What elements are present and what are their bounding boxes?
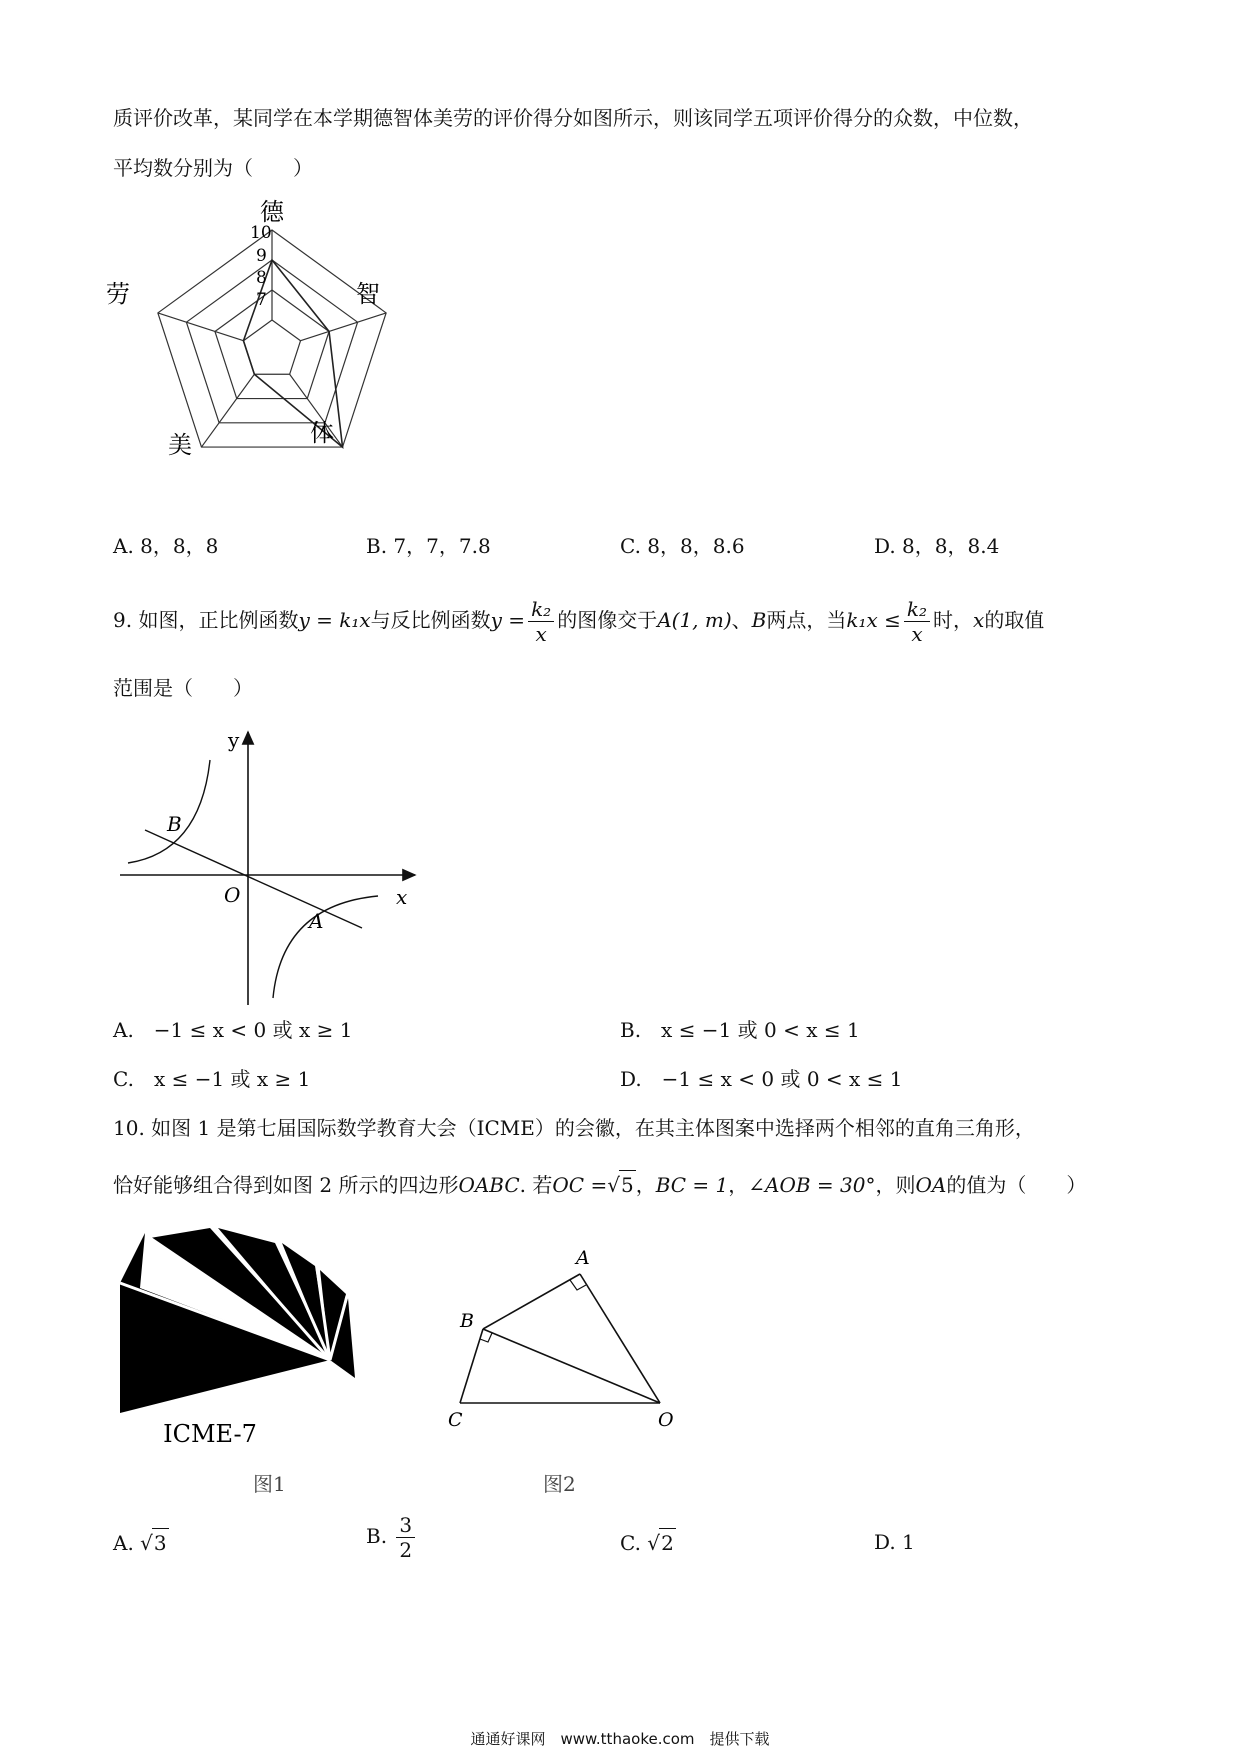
q10-option-b: B. $\frac{3}{2}$ [366,1513,418,1562]
q8-option-b: B. 7，7，7.8 [366,534,491,558]
q10-option-d: D. 1 [874,1530,915,1554]
q9-option-d: D. −1 ≤ x < 0 或 0 < x ≤ 1 [620,1067,903,1091]
q10-sqrt5: 5 [619,1170,636,1199]
radar-label-de: 德 [260,198,284,226]
radar-tick-8: 8 [256,268,267,288]
vertex-b: B [460,1310,474,1332]
proportional-line [145,830,362,928]
q9-stem-line2: 范围是（ ） [113,676,253,700]
q9-number: 9. [113,608,133,632]
vertex-a: A [576,1247,590,1269]
figure1-caption: 图1 [253,1472,286,1496]
radar-tick-7: 7 [256,290,267,310]
q9-stem-line1: 9. 如图，正比例函数y = k₁x与反比例函数y = $\frac{\text{k₂}}{x}$ 的图像交于A(1, m)、B两点，当k₁x ≤ $\frac{\text{k₂}}{x}$ 时，x的取值 [113,597,1045,646]
q8-stem-line1: 质评价改革，某同学在本学期德智体美劳的评价得分如图所示，则该同学五项评价得分的众数，中位数， [113,106,1033,130]
radar-tick-9: 9 [256,246,267,266]
q10-stem-line1: 10. 如图 1 是第七届国际数学教育大会（ICME）的会徽，在其主体图案中选择两个相邻的直角三角形， [113,1116,1035,1140]
right-angle-a [570,1280,586,1290]
icme7-logo [110,1228,400,1448]
q9-option-a: A. −1 ≤ x < 0 或 x ≥ 1 [113,1018,353,1042]
radar-grid [158,230,386,447]
graph-label-x: x [396,885,408,909]
q10-option-a: A. √3 [113,1528,169,1557]
q10-quad: OABC [458,1173,520,1197]
radar-label-mei: 美 [168,431,192,459]
q8-option-a: A. 8，8，8 [113,534,219,558]
graph-label-b: B [167,812,182,836]
radar-label-zhi: 智 [356,280,380,308]
q10-stem-line2: 恰好能够组合得到如图 2 所示的四边形OABC. 若OC =√5 ，BC = 1，∠AOB = 30°，则OA的值为（ ） [113,1170,1086,1199]
radar-label-lao: 劳 [106,280,130,308]
figure2-caption: 图2 [543,1472,576,1496]
q8-option-d: D. 8，8，8.4 [874,534,1000,558]
q9-fraction-k2-over-x: $\frac{\text{k₂}}{x}$ [528,597,554,646]
q8-stem-line2: 平均数分别为（ ） [113,156,313,180]
q10-option-c: C. √2 [620,1528,676,1557]
q9-function-graph [110,720,430,1010]
vertex-o: O [658,1409,674,1430]
radar-label-ti: 体 [310,419,334,447]
radar-spoke-3 [201,374,254,447]
q9-eq1: y = k₁x [298,608,371,632]
radar-spoke-1 [301,313,387,341]
q9-point-a: A(1, m) [657,608,732,632]
q9-ineq-fraction: $\frac{\text{k₂}}{x}$ [904,597,930,646]
graph-label-a: A [309,909,324,933]
radar-spoke-4 [158,313,244,341]
q8-option-c: C. 8，8，8.6 [620,534,745,558]
page-footer: 通通好课网 www.tthaoke.com 提供下载 [470,1730,770,1748]
quadrilateral-figure [440,1240,690,1430]
q9-option-b: B. x ≤ −1 或 0 < x ≤ 1 [620,1018,860,1042]
graph-label-o: O [224,883,241,907]
vertex-c: C [448,1409,463,1430]
radar-tick-10: 10 [250,223,272,243]
graph-label-y: y [228,728,240,752]
icme7-text: ICME-7 [163,1420,257,1448]
radar-chart [100,195,460,515]
q9-option-c: C. x ≤ −1 或 x ≥ 1 [113,1067,311,1091]
